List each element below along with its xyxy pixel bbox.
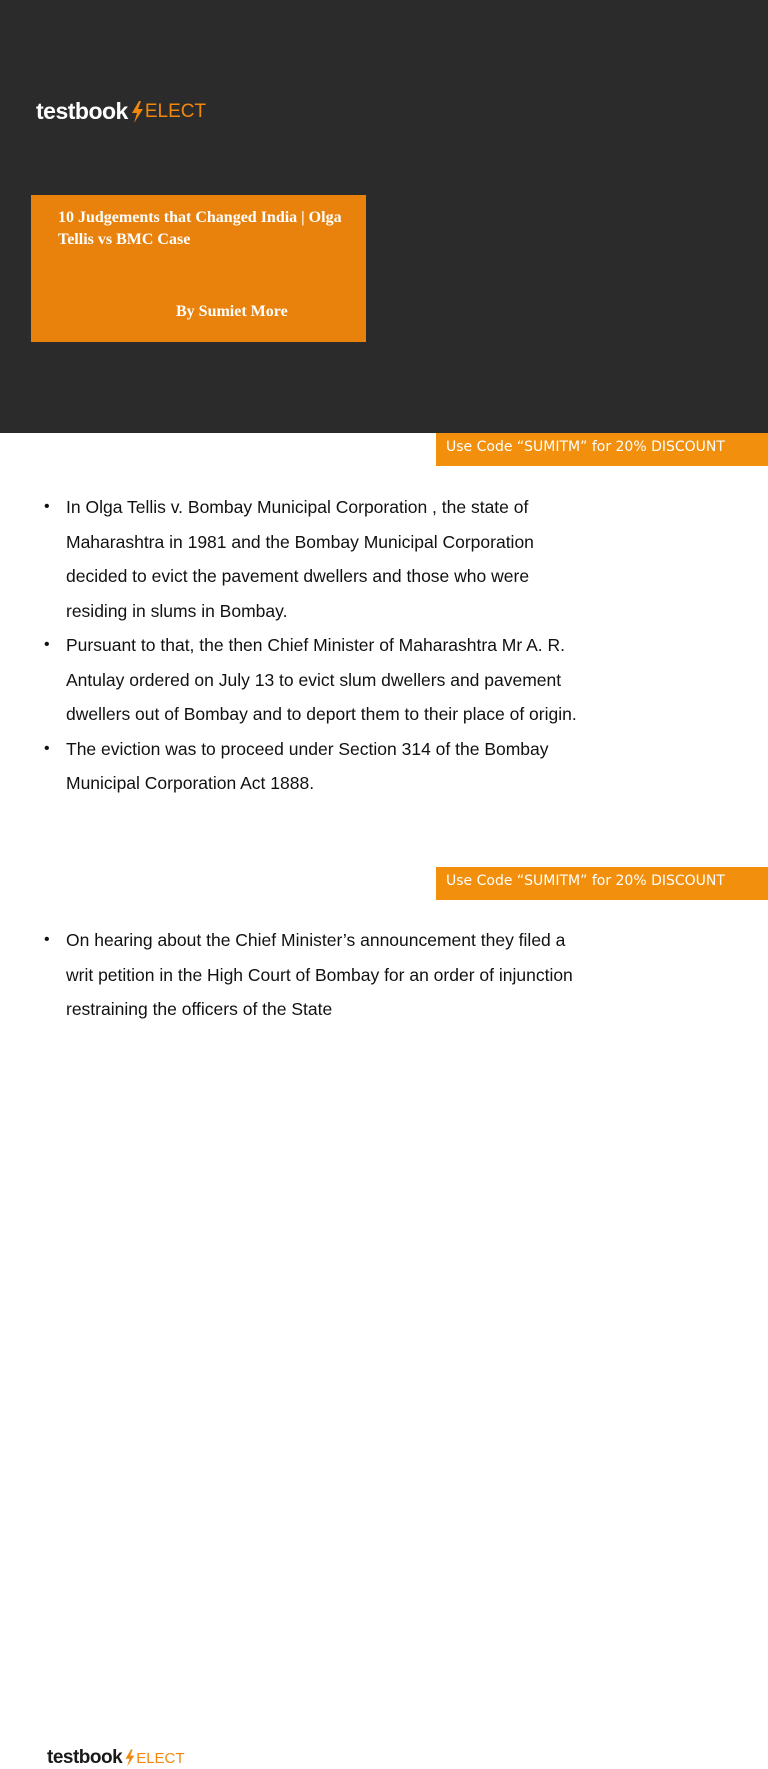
title-box: [31, 195, 366, 342]
slide-title: 10 Judgements that Changed India | Olga Tellis vs BMC Case: [58, 209, 342, 248]
list-item-text: On hearing about the Chief Minister’s announcement they filed a writ petition in the High Court of Bombay for an order of injunction restraining the officers of the State: [66, 930, 573, 1019]
list-item-text: In Olga Tellis v. Bombay Municipal Corporation , the state of Maharashtra in 1981 and the Bombay Municipal Corporation decided to evict the pavement dwellers and those who were residing in slums in Bombay.: [66, 497, 534, 621]
bullet-list: [44, 923, 584, 1027]
content-slide: [0, 867, 768, 1768]
testbook-select-logo: [36, 98, 206, 125]
list-item: [44, 923, 584, 1027]
testbook-select-logo: [47, 1747, 185, 1769]
discount-banner[interactable]: Use Code “SUMITM” for 20% DISCOUNT: [436, 867, 768, 900]
bullet-icon: •: [44, 739, 50, 757]
bolt-s-icon: [130, 101, 144, 123]
list-item-text: The eviction was to proceed under Section 314 of the Bombay Municipal Corporation Act 1888.: [66, 738, 549, 793]
logo-wordmark: testbook: [36, 98, 128, 124]
list-item: [44, 732, 584, 801]
author-byline: By Sumiet More: [176, 303, 288, 320]
list-item-text: Pursuant to that, the then Chief Minister of Maharashtra Mr A. R. Antulay ordered on July 13 to evict slum dwellers and pavement dwellers out of Bombay and to deport them to their place of origin.: [66, 635, 577, 724]
bolt-s-icon: [124, 1749, 135, 1767]
list-item: [44, 628, 584, 732]
bullet-icon: •: [44, 498, 50, 515]
discount-banner[interactable]: Use Code “SUMITM” for 20% DISCOUNT: [436, 433, 768, 466]
logo-select-suffix: ELECT: [144, 100, 207, 122]
content-slide: [0, 433, 768, 867]
logo-select-suffix: ELECT: [136, 1749, 185, 1767]
bullet-icon: •: [44, 931, 50, 948]
title-slide: [0, 0, 768, 433]
bullet-list: [44, 490, 584, 801]
list-item: [44, 490, 584, 628]
bullet-icon: •: [44, 636, 50, 653]
logo-wordmark: testbook: [47, 1747, 123, 1768]
